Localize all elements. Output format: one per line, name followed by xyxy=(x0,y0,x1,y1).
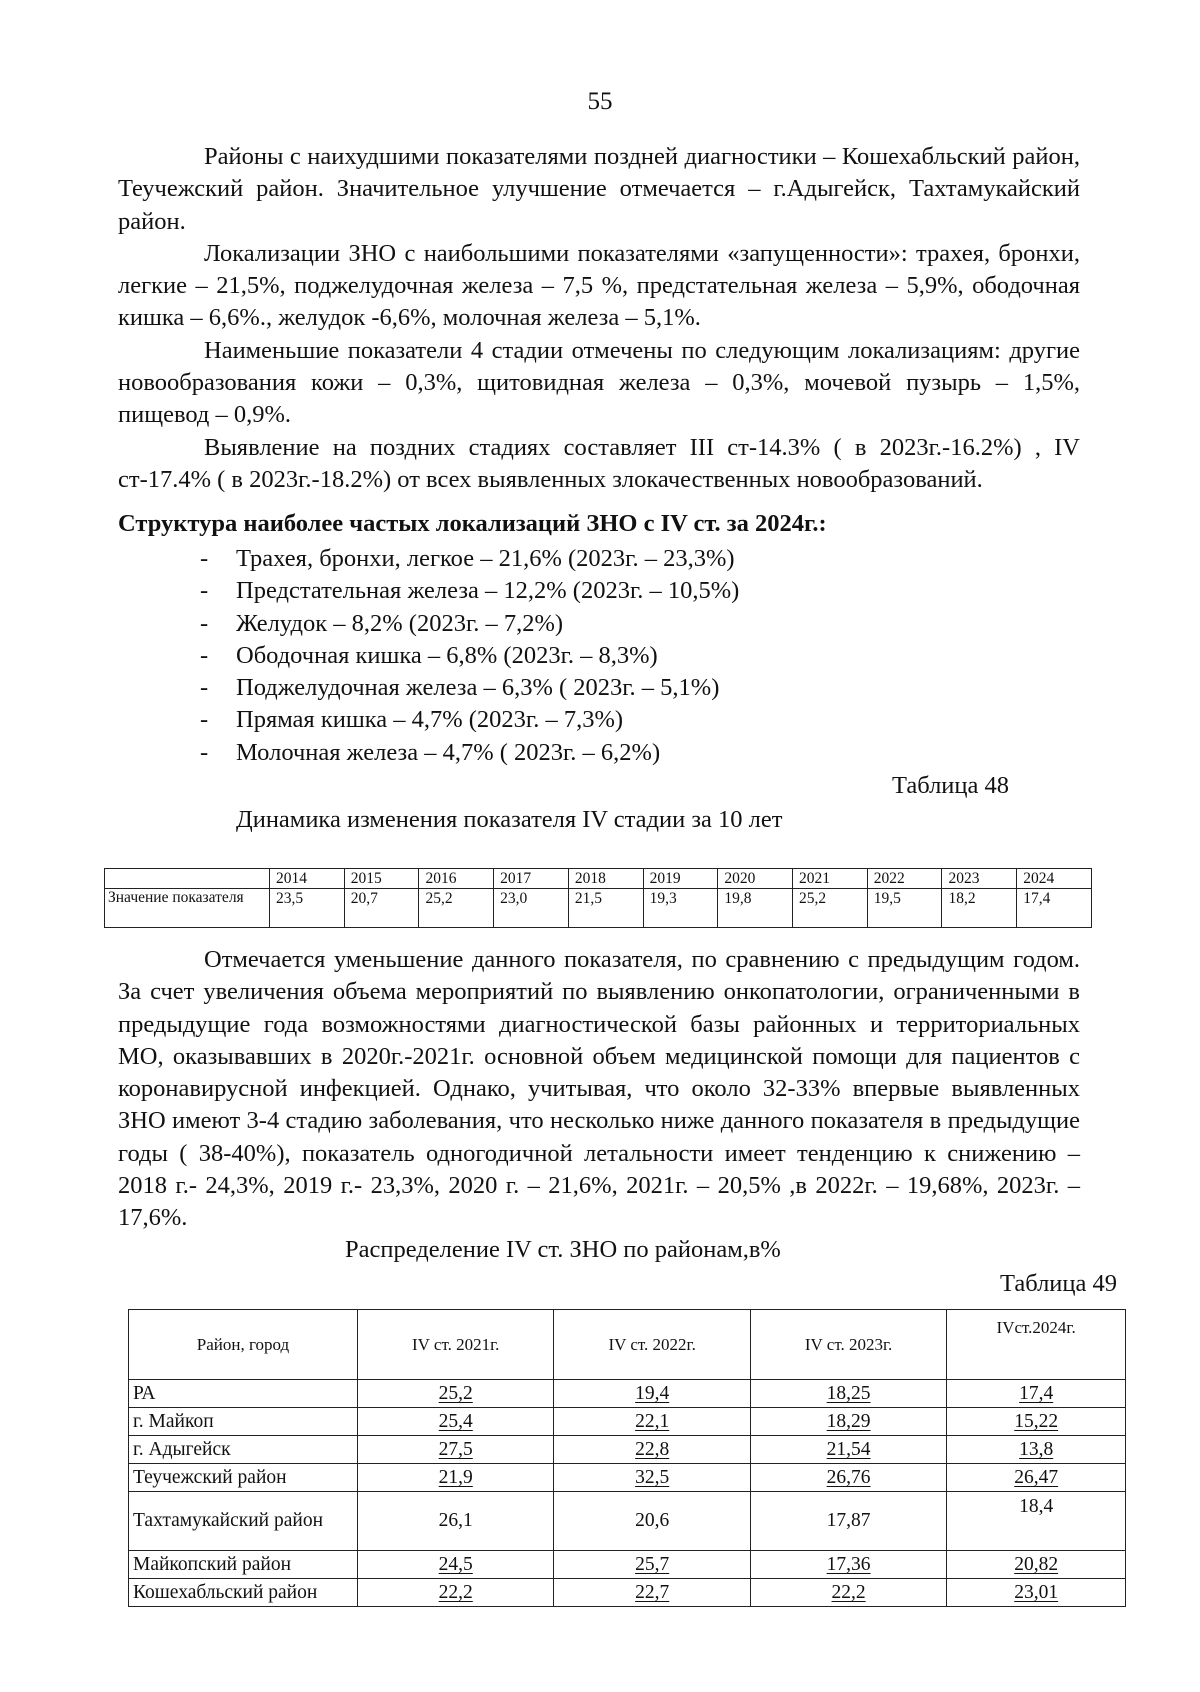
value-cell: 26,1 xyxy=(358,1492,554,1551)
page-number: 55 xyxy=(587,88,613,115)
table-row xyxy=(129,1408,1126,1436)
value-cell: 27,5 xyxy=(358,1436,554,1464)
value-cell: 23,01 xyxy=(947,1579,1126,1607)
list-item xyxy=(200,543,739,575)
value-cell: 23,0 xyxy=(494,889,569,928)
district-cell: г. Майкоп xyxy=(129,1408,358,1436)
district-cell: Тахтамукайский район xyxy=(129,1492,358,1551)
analysis-text-block xyxy=(118,944,1080,1235)
value-cell: 20,82 xyxy=(947,1551,1126,1579)
table-header-row xyxy=(105,869,1092,889)
year-cell: 2015 xyxy=(344,869,419,889)
value-cell: 19,4 xyxy=(554,1380,750,1408)
value-cell: 25,4 xyxy=(358,1408,554,1436)
list-item xyxy=(200,672,739,704)
list-item-text: Трахея, бронхи, легкое – 21,6% (2023г. – 23,3%) xyxy=(236,545,735,572)
year-cell: 2022 xyxy=(867,869,942,889)
list-marker: - xyxy=(200,706,209,734)
list-item xyxy=(200,575,739,607)
value-cell: 25,2 xyxy=(358,1380,554,1408)
year-cell: 2018 xyxy=(568,869,643,889)
value-cell: 25,7 xyxy=(554,1551,750,1579)
list-marker: - xyxy=(200,738,209,766)
header-2021: IV ст. 2021г. xyxy=(358,1310,554,1380)
list-item-text: Желудок – 8,2% (2023г. – 7,2%) xyxy=(236,609,564,637)
list-marker: - xyxy=(200,609,209,637)
paragraph-neglected-localizations: Локализации ЗНО с наибольшими показателями «запущенности»: трахея, бронхи, легкие – 21,5%, поджелудочная железа – 7,5 %, предстательная железа – 5,9%, ободочная кишка – 6,6%., желудок -6,6%, молочная железа – 5,1%. xyxy=(118,239,1080,332)
value-cell: 17,36 xyxy=(750,1551,946,1579)
value-cell: 18,25 xyxy=(750,1380,946,1408)
value-cell: 18,2 xyxy=(942,889,1017,928)
value-cell: 17,87 xyxy=(750,1492,946,1551)
paragraph-analysis: Отмечается уменьшение данного показателя, по сравнению с предыдущим годом. За счет увеличения объема мероприятий по выявлению онкопатологии, ограниченными в предыдущие года возможностями диагностической базы районных и территориальных МО, оказывавших в 2020г.-2021г. основной объем медицинской помощи для пациентов с коронавирусной инфекцией. Однако, учитывая, что около 32-33% впервые выявленных ЗНО имеют 3-4 стадию заболевания, что несколько ниже данного показателя в предыдущие годы ( 38-40%), показатель одногодичной летальности имеет тенденцию к снижению – 2018 г.- 24,3%, 2019 г.- 23,3%, 2020 г. – 21,6%, 2021г. – 20,5% ,в 2022г. – 19,68%, 2023г. – 17,6%. xyxy=(118,946,1080,1232)
district-cell: Майкопский район xyxy=(129,1551,358,1579)
structure-list xyxy=(200,543,739,769)
table48-label: Таблица 48 xyxy=(892,772,1010,799)
list-item-text: Предстательная железа – 12,2% (2023г. – 10,5%) xyxy=(236,577,740,605)
list-item-text: Молочная железа – 4,7% ( 2023г. – 6,2%) xyxy=(236,738,661,766)
value-cell: 22,8 xyxy=(554,1436,750,1464)
header-2023: IV ст. 2023г. xyxy=(750,1310,946,1380)
paragraph-worst-districts: Районы с наихудшими показателями поздней диагностики – Кошехабльский район, Теучежский район. Значительное улучшение отмечается – г.Адыгейск, Тахтамукайский район. xyxy=(118,143,1080,235)
district-cell: Кошехабльский район xyxy=(129,1579,358,1607)
list-marker: - xyxy=(200,641,209,669)
list-item-text: Ободочная кишка – 6,8% (2023г. – 8,3%) xyxy=(236,641,658,669)
list-item xyxy=(200,608,739,640)
table-corner-cell xyxy=(105,869,270,889)
list-marker: - xyxy=(200,577,209,605)
list-marker: - xyxy=(200,545,209,572)
header-2024: IVст.2024г. xyxy=(947,1310,1126,1380)
list-item xyxy=(200,704,739,736)
district-cell: г. Адыгейск xyxy=(129,1436,358,1464)
row-label-cell: Значение показателя xyxy=(105,889,270,928)
year-cell: 2014 xyxy=(270,869,345,889)
paragraph-late-detection: Выявление на поздних стадиях составляет III ст-14.3% ( в 2023г.-16.2%) , IV ст-17.4% ( в 2023г.-18.2%) от всех выявленных злокачественных новообразований. xyxy=(118,433,1080,493)
value-cell: 20,7 xyxy=(344,889,419,928)
table48-caption: Динамика изменения показателя IV стадии за 10 лет xyxy=(236,806,783,833)
year-cell: 2020 xyxy=(718,869,793,889)
value-cell: 26,47 xyxy=(947,1464,1126,1492)
table49-label: Таблица 49 xyxy=(1000,1270,1118,1297)
value-cell: 24,5 xyxy=(358,1551,554,1579)
header-2022: IV ст. 2022г. xyxy=(554,1310,750,1380)
value-cell: 25,2 xyxy=(793,889,868,928)
value-cell: 25,2 xyxy=(419,889,494,928)
value-cell: 15,22 xyxy=(947,1408,1126,1436)
table-row xyxy=(129,1464,1126,1492)
list-marker: - xyxy=(200,674,209,702)
structure-heading: Структура наиболее частых локализаций ЗНО с IV ст. за 2024г.: xyxy=(118,510,827,537)
value-cell: 22,2 xyxy=(358,1579,554,1607)
list-item-text: Поджелудочная железа – 6,3% ( 2023г. – 5,1%) xyxy=(236,674,720,702)
table-row xyxy=(129,1380,1126,1408)
year-cell: 2016 xyxy=(419,869,494,889)
table-row xyxy=(129,1492,1126,1551)
value-cell: 17,4 xyxy=(947,1380,1126,1408)
table-header-row xyxy=(129,1310,1126,1380)
table-row xyxy=(105,889,1092,928)
year-cell: 2021 xyxy=(793,869,868,889)
value-cell: 18,29 xyxy=(750,1408,946,1436)
value-cell: 20,6 xyxy=(554,1492,750,1551)
value-cell: 22,7 xyxy=(554,1579,750,1607)
table48 xyxy=(104,868,1092,928)
value-cell: 19,5 xyxy=(867,889,942,928)
list-item-text: Прямая кишка – 4,7% (2023г. – 7,3%) xyxy=(236,706,624,734)
intro-text-block xyxy=(118,141,1080,496)
value-cell: 21,9 xyxy=(358,1464,554,1492)
value-cell: 32,5 xyxy=(554,1464,750,1492)
value-cell: 18,4 xyxy=(947,1492,1126,1551)
value-cell: 22,2 xyxy=(750,1579,946,1607)
value-cell: 21,54 xyxy=(750,1436,946,1464)
value-cell: 17,4 xyxy=(1017,889,1092,928)
header-district: Район, город xyxy=(129,1310,358,1380)
value-cell: 26,76 xyxy=(750,1464,946,1492)
district-cell: РА xyxy=(129,1380,358,1408)
value-cell: 22,1 xyxy=(554,1408,750,1436)
table-row xyxy=(129,1551,1126,1579)
value-cell: 21,5 xyxy=(568,889,643,928)
value-cell: 13,8 xyxy=(947,1436,1126,1464)
paragraph-lowest-stage4: Наименьшие показатели 4 стадии отмечены по следующим локализациям: другие новообразования кожи – 0,3%, щитовидная железа – 0,3%, мочевой пузырь – 1,5%, пищевод – 0,9%. xyxy=(118,336,1080,429)
year-cell: 2019 xyxy=(643,869,718,889)
list-item xyxy=(200,640,739,672)
table49-caption: Распределение IV ст. ЗНО по районам,в% xyxy=(345,1236,781,1263)
year-cell: 2023 xyxy=(942,869,1017,889)
year-cell: 2024 xyxy=(1017,869,1092,889)
district-cell: Теучежский район xyxy=(129,1464,358,1492)
value-cell: 19,3 xyxy=(643,889,718,928)
value-cell: 19,8 xyxy=(718,889,793,928)
table49 xyxy=(128,1309,1126,1607)
value-cell: 23,5 xyxy=(270,889,345,928)
year-cell: 2017 xyxy=(494,869,569,889)
list-item xyxy=(200,737,739,769)
table-row xyxy=(129,1579,1126,1607)
table-row xyxy=(129,1436,1126,1464)
